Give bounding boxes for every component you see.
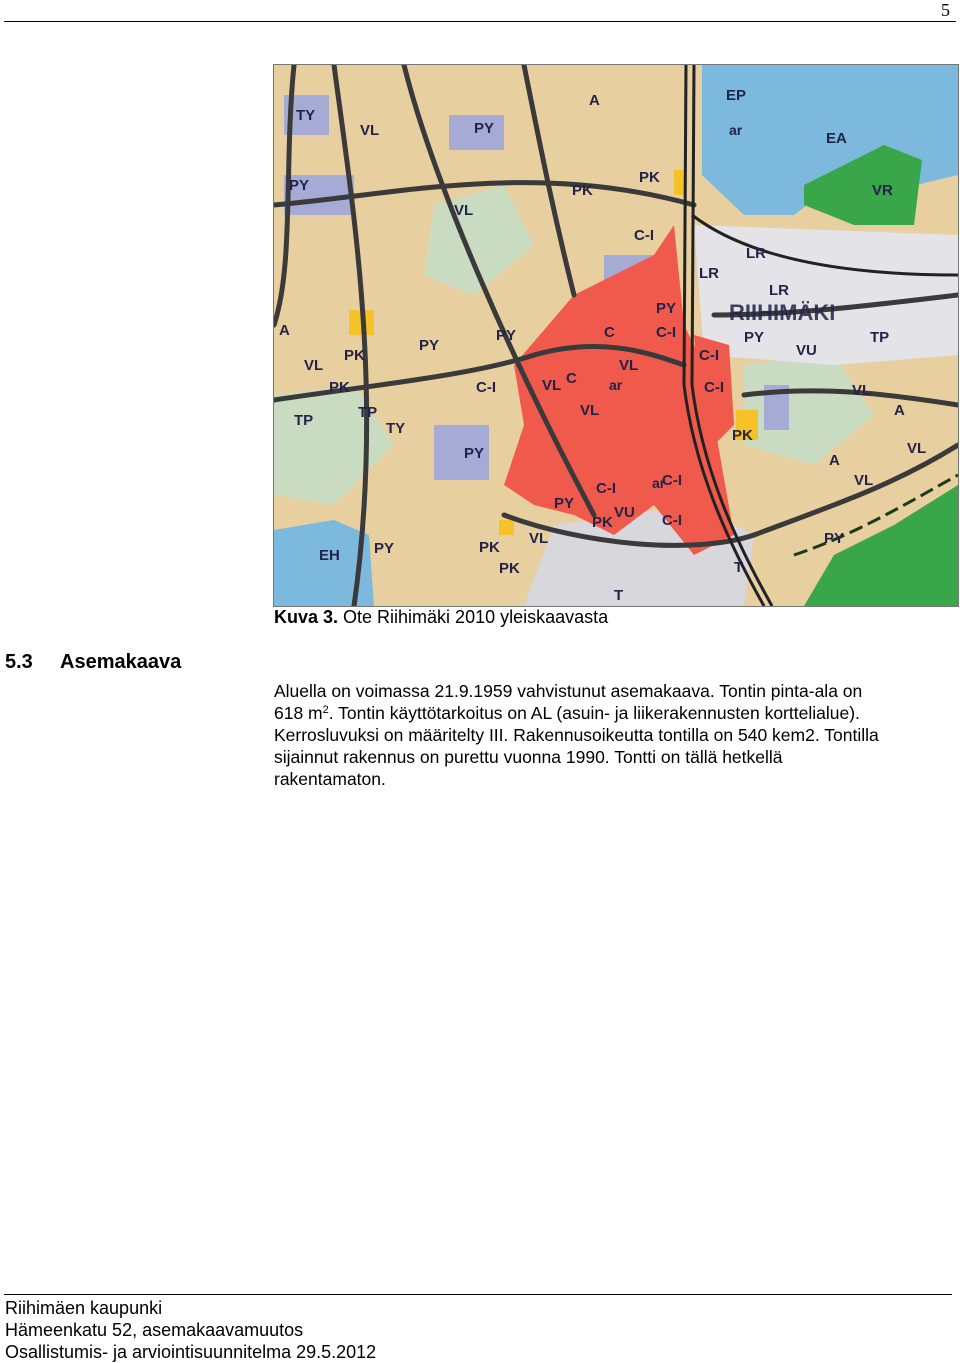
footer-line: Osallistumis- ja arviointisuunnitelma 29.5.2012 — [5, 1342, 377, 1362]
page-number: 5 — [941, 0, 950, 20]
map-label: ar — [652, 475, 666, 491]
header-rule — [4, 21, 956, 22]
map-label: C-I — [596, 480, 616, 497]
body-line: Aluella on voimassa 21.9.1959 vahvistunut asemakaava. Tontin pinta-ala on — [274, 681, 863, 701]
map-label: A — [894, 402, 905, 419]
body-line: sijainnut rakennus on purettu vuonna 1990. Tontti on tällä hetkellä — [274, 747, 783, 767]
map-label: PY — [419, 337, 440, 354]
map-label: EP — [726, 87, 747, 104]
map-label: VL — [454, 202, 474, 219]
map-label: PY — [374, 540, 395, 557]
map-label: VL — [854, 472, 874, 489]
map-label: C-I — [699, 347, 719, 364]
map-label: A — [829, 452, 840, 469]
map-label: PY — [656, 300, 677, 317]
map-label: PY — [474, 120, 495, 137]
map-label: C — [604, 324, 615, 341]
map-label: PY — [824, 530, 845, 547]
map-label: PY — [496, 327, 517, 344]
map-label: LR — [769, 282, 789, 299]
map-label: C-I — [476, 379, 496, 396]
map-label: VL — [304, 357, 324, 374]
map-label: VL — [619, 357, 639, 374]
map-label: TY — [386, 420, 406, 437]
section-title: Asemakaava — [60, 651, 182, 673]
map-label: T — [614, 587, 624, 604]
map-label: VL — [907, 440, 927, 457]
body-paragraph — [274, 680, 954, 790]
map-label: C-I — [704, 379, 724, 396]
service-4 — [674, 170, 684, 195]
map-label: ar — [609, 377, 623, 393]
map-label: LR — [699, 265, 719, 282]
map-label: PK — [572, 182, 593, 199]
map-label: EH — [319, 547, 340, 564]
map-label: PK — [479, 539, 500, 556]
footer-line: Riihimäen kaupunki — [5, 1298, 163, 1318]
map-label: A — [589, 92, 600, 109]
map-label: A — [279, 322, 290, 339]
industrial-zone — [694, 225, 958, 365]
map-label: VL — [580, 402, 600, 419]
map-label: PK — [732, 427, 753, 444]
map-label: PY — [464, 445, 485, 462]
map-label: LR — [746, 245, 766, 262]
section-number: 5.3 — [5, 651, 33, 673]
map-label: TP — [294, 412, 314, 429]
figure-caption-text: Ote Riihimäki 2010 yleiskaavasta — [338, 607, 609, 627]
map-label: PY — [744, 329, 765, 346]
footer — [5, 1297, 376, 1363]
body-line2-post: . Tontin käyttötarkoitus on AL (asuin- ja liikerakennusten korttelialue). — [328, 703, 860, 723]
section-heading — [5, 651, 181, 674]
map-label: VL — [360, 122, 380, 139]
map-label: VR — [872, 182, 893, 199]
map-label: TP — [358, 404, 378, 421]
map-label: VU — [796, 342, 817, 359]
body-line: Kerrosluvuksi on määritelty III. Rakennusoikeutta tontilla on 540 kem2. Tontilla — [274, 725, 879, 745]
figure-caption — [274, 607, 608, 628]
zoning-map — [273, 64, 959, 607]
map-label: VU — [614, 504, 635, 521]
map-label: PY — [554, 495, 575, 512]
map-label-town: RIIHIMÄKI — [729, 300, 836, 325]
footer-rule — [4, 1294, 952, 1295]
map-label: C-I — [656, 324, 676, 341]
body-line2-sup: 2 — [322, 704, 329, 716]
body-line — [274, 702, 954, 724]
map-label: C-I — [662, 512, 682, 529]
map-label: TP — [870, 329, 890, 346]
map-label: PK — [344, 347, 365, 364]
map-label: VL — [529, 530, 549, 547]
body-line: rakentamaton. — [274, 769, 386, 789]
map-label: PK — [639, 169, 660, 186]
map-label: EA — [826, 130, 847, 147]
map-label: PK — [592, 514, 613, 531]
service-3 — [499, 520, 514, 535]
map-label: PY — [289, 177, 310, 194]
footer-line: Hämeenkatu 52, asemakaavamuutos — [5, 1320, 304, 1340]
body-line2-pre: 618 m — [274, 703, 323, 723]
map-label: ar — [729, 122, 743, 138]
map-label: PK — [329, 379, 350, 396]
map-label: C — [566, 370, 577, 387]
map-label: C-I — [662, 472, 682, 489]
map-label: TY — [296, 107, 316, 124]
map-label: C-I — [634, 227, 654, 244]
map-label: PK — [499, 560, 520, 577]
map-label: VL — [542, 377, 562, 394]
figure-caption-prefix: Kuva 3. — [274, 607, 339, 627]
map-label: VL — [852, 382, 872, 399]
map-label: T — [734, 559, 744, 576]
